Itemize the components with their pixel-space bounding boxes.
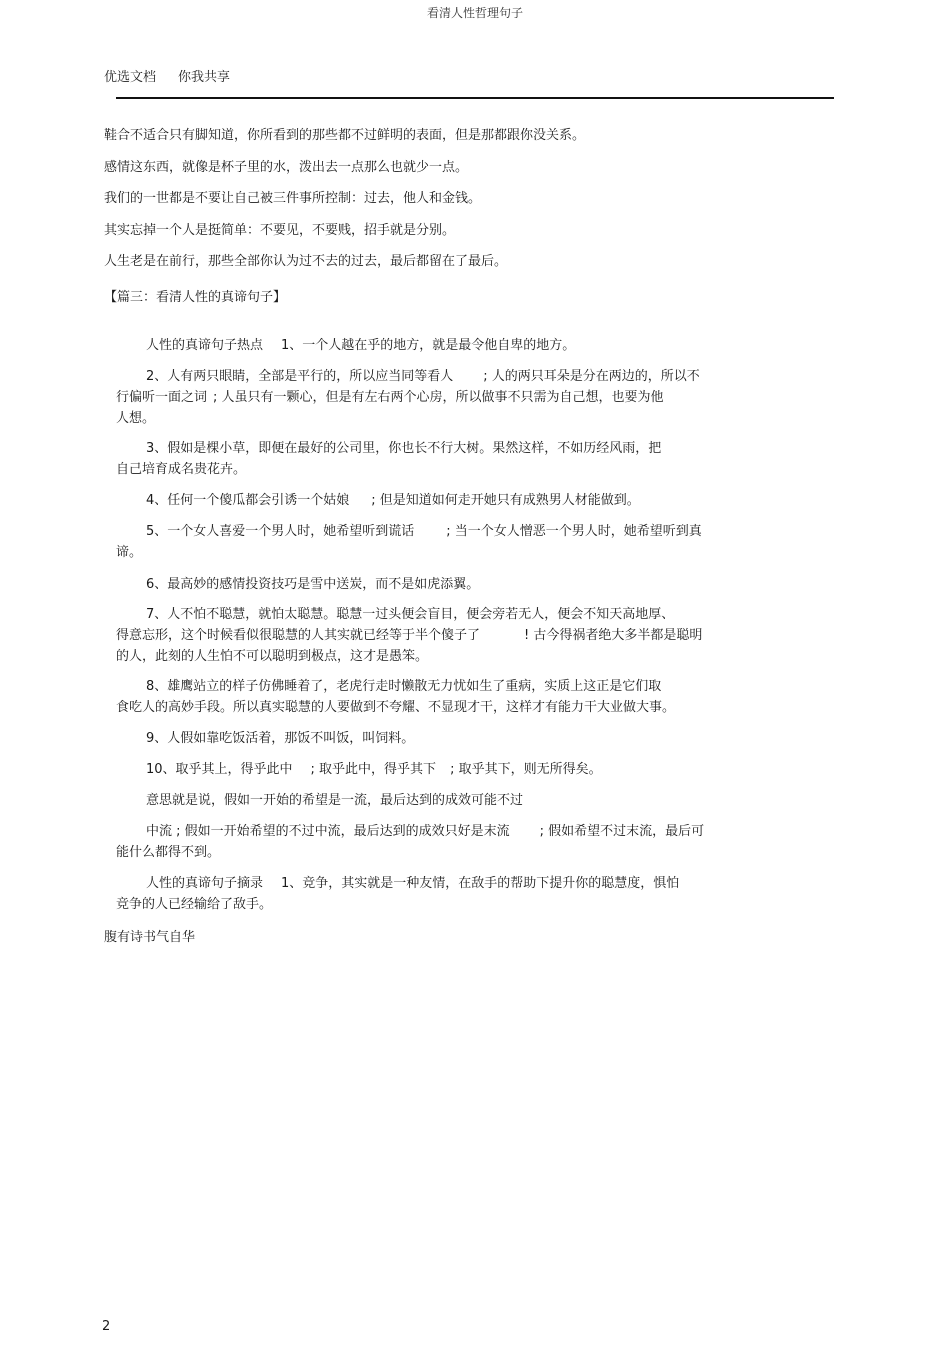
header-label-1: 优选文档 bbox=[104, 70, 157, 85]
text-line: 其实忘掉一个人是挺简单：不要见，不要贱，招手就是分别。 bbox=[104, 222, 456, 238]
text-span: 谛。 bbox=[116, 545, 143, 560]
text-span: 竞争的人已经输给了敌手。 bbox=[116, 897, 273, 912]
text-span: 2、人有两只眼睛，全部是平行的，所以应当同等看人 bbox=[146, 369, 454, 384]
text-span: 8、雄鹰站立的样子仿佛睡着了，老虎行走时懒散无力忧如生了重病，实质上这正是它们取 bbox=[146, 679, 662, 694]
text-span: 7、人不怕不聪慧，就怕太聪慧。聪慧一过头便会盲目，便会旁若无人，便会不知天高地厚、 bbox=[146, 607, 675, 622]
paragraph-12 bbox=[116, 821, 704, 863]
page-number: 2 bbox=[102, 1319, 111, 1334]
footer-note: 腹有诗书气自华 bbox=[104, 930, 196, 945]
paragraph-10 bbox=[116, 759, 602, 780]
header-label-2: 你我共享 bbox=[178, 70, 231, 85]
text-span: ; 当一个女人憎恶一个男人时，她希望听到真 bbox=[446, 524, 702, 539]
document-title: 看清人性哲理句子 bbox=[426, 6, 523, 20]
text-span: 能什么都得不到。 bbox=[116, 845, 221, 860]
text-span: ; 但是知道如何走开她只有成熟男人材能做到。 bbox=[371, 493, 640, 508]
paragraph-4 bbox=[116, 490, 640, 511]
paragraph-11 bbox=[116, 790, 523, 811]
paragraph-9 bbox=[116, 728, 414, 749]
text-span: ! 古今得祸者绝大多半都是聪明 bbox=[524, 628, 703, 643]
text-span: 得意忘形，这个时候看似很聪慧的人其实就已经等于半个傻子了 bbox=[116, 628, 481, 643]
text-span: ; 人的两只耳朵是分在两边的，所以不 bbox=[483, 369, 700, 384]
header-divider bbox=[116, 97, 834, 99]
text-span: 行偏听一面之词 bbox=[116, 390, 208, 405]
text-line: 我们的一世都是不要让自己被三件事所控制：过去，他人和金钱。 bbox=[104, 191, 482, 206]
text-span: 中流 ; 假如一开始希望的不过中流，最后达到的成效只好是末流 bbox=[146, 824, 510, 839]
text-span: 人性的真谛句子摘录 bbox=[146, 876, 264, 891]
text-span: 3、假如是棵小草，即便在最好的公司里，你也长不行大树。果然这样，不如历经风雨，把 bbox=[146, 441, 662, 456]
text-span: 人性的真谛句子热点 bbox=[146, 338, 264, 353]
text-span: 食吃人的高妙手段。所以真实聪慧的人要做到不夸耀、不显现才干，这样才有能力干大业做大事。 bbox=[116, 700, 676, 715]
text-span: ; 假如希望不过末流，最后可 bbox=[539, 824, 705, 839]
paragraph-5 bbox=[116, 521, 702, 563]
paragraph-2 bbox=[116, 366, 700, 429]
page-header bbox=[104, 66, 252, 85]
text-span: 9、人假如靠吃饭活着，那饭不叫饭，叫饲料。 bbox=[146, 731, 415, 746]
top-paragraphs bbox=[104, 128, 824, 286]
paragraph-1 bbox=[116, 335, 575, 356]
text-line: 人生老是在前行，那些全部你认为过不去的过去，最后都留在了最后。 bbox=[104, 254, 508, 269]
text-span: 1、一个人越在乎的地方，就是最令他自卑的地方。 bbox=[281, 338, 576, 353]
text-span: ; 人虽只有一颗心，但是有左右两个心房，所以做事不只需为自己想，也要为他 bbox=[213, 390, 664, 405]
paragraph-3 bbox=[116, 438, 661, 480]
paragraph-8 bbox=[116, 676, 675, 718]
text-span: 10、取乎其上，得乎此中 bbox=[146, 762, 293, 777]
text-line: 鞋合不适合只有脚知道，你所看到的那些都不过鲜明的表面，但是那都跟你没关系。 bbox=[104, 128, 586, 143]
text-span: 的人，此刻的人生怕不可以聪明到极点，这才是愚笨。 bbox=[116, 649, 429, 664]
text-span: 自己培育成名贵花卉。 bbox=[116, 462, 247, 477]
text-span: 5、一个女人喜爱一个男人时，她希望听到谎话 bbox=[146, 524, 415, 539]
text-line: 感情这东西，就像是杯子里的水，泼出去一点那么也就少一点。 bbox=[104, 159, 469, 175]
section-heading: 【篇三：看清人性的真谛句子】 bbox=[104, 290, 287, 305]
paragraph-13 bbox=[116, 873, 679, 915]
text-span: 6、最高妙的感情投资技巧是雪中送炭，而不是如虎添翼。 bbox=[146, 577, 480, 592]
text-span: 4、任何一个傻瓜都会引诱一个姑娘 bbox=[146, 493, 350, 508]
paragraph-6 bbox=[116, 574, 479, 595]
paragraph-7 bbox=[116, 604, 702, 667]
text-span: 意思就是说，假如一开始的希望是一流，最后达到的成效可能不过 bbox=[146, 793, 524, 808]
text-span: ; 取乎此中，得乎其下 bbox=[310, 762, 437, 777]
text-span: 1、竞争，其实就是一种友情，在敌手的帮助下提升你的聪慧度，惧怕 bbox=[281, 876, 680, 891]
text-span: ; 取乎其下，则无所得矣。 bbox=[450, 762, 602, 777]
text-span: 人想。 bbox=[116, 411, 156, 426]
